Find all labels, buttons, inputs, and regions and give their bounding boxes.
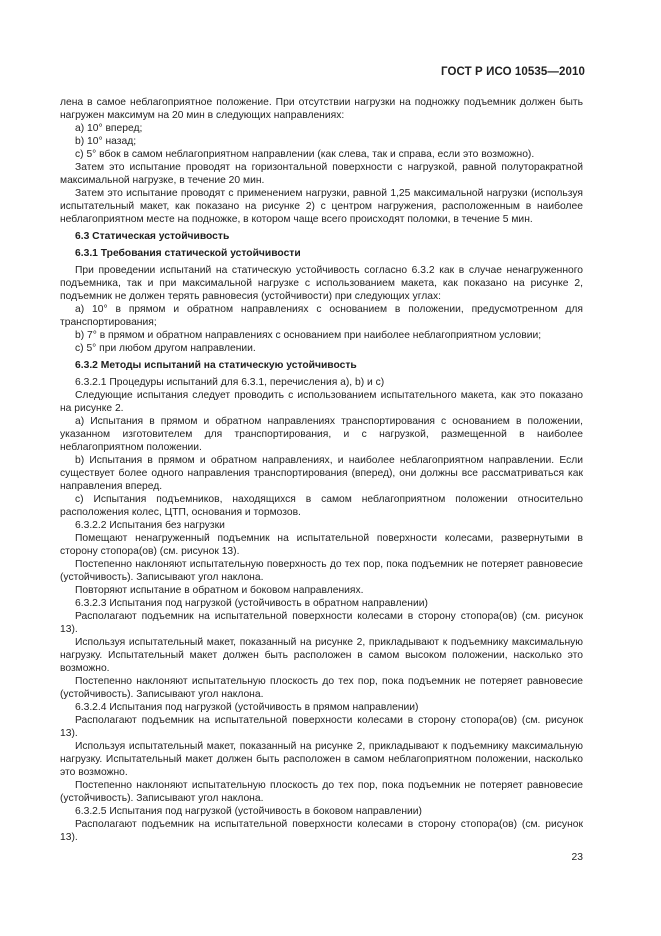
page-number: 23 [571,852,583,863]
paragraph: Используя испытательный макет, показанный на рисунке 2, прикладывают к подъемнику максимальную нагрузку. Испытательный макет должен быть расположен в самом неблагоприятном положении, насколько это возможно. [60,741,583,778]
clause-title: 6.3.2.5 Испытания под нагрузкой (устойчивость в боковом направлении) [75,806,422,817]
document-header: ГОСТ Р ИСО 10535—2010 [440,66,585,78]
paragraph: Располагают подъемник на испытательной поверхности колесами в сторону стопора(ов) (см. рисунок 13). [60,819,583,843]
paragraph: При проведении испытаний на статическую устойчивость согласно 6.3.2 как в случае ненагруженного подъемника, так и при максимальной нагрузке с использованием макета, как показано на рисунке 2, подъемник не должен терять равновесия (устойчивости) при следующих углах: [60,265,583,302]
paragraph: Располагают подъемник на испытательной поверхности колесами в сторону стопора(ов) (см. рисунок 13). [60,715,583,739]
clause-title: 6.3.2.2 Испытания без нагрузки [75,520,225,531]
subsection-heading: 6.3.2 Методы испытаний на статическую устойчивость [75,360,357,371]
list-item: c) 5° вбок в самом неблагоприятном направлении (как слева, так и справа, если это возможно). [75,149,535,160]
paragraph: Повторяют испытание в обратном и боковом направлениях. [75,585,364,596]
clause-title: 6.3.2.1 Процедуры испытаний для 6.3.1, перечисления a), b) и c) [75,377,385,388]
list-item: a) 10° вперед; [75,123,143,134]
list-item: a) 10° в прямом и обратном направлениях с основанием в положении, предусмотренном для транспортирования; [60,304,583,328]
paragraph: Затем это испытание проводят на горизонтальной поверхности с нагрузкой, равной полуторакратной максимальной нагрузке, в течение 20 мин. [60,162,583,186]
section-heading: 6.3 Статическая устойчивость [75,231,230,242]
paragraph: Используя испытательный макет, показанный на рисунке 2, прикладывают к подъемнику максимальную нагрузку. Испытательный макет должен быть расположен в самом высоком положении, насколько это возможно. [60,637,583,674]
paragraph: Помещают ненагруженный подъемник на испытательной поверхности колесами, развернутыми в сторону стопора(ов) (см. рисунок 13). [60,533,583,557]
list-item: c) Испытания подъемников, находящихся в самом неблагоприятном положении относительно расположения колес, ЦТП, основания и тормозов. [60,494,583,518]
list-item: c) 5° при любом другом направлении. [75,343,256,354]
paragraph: Постепенно наклоняют испытательную плоскость до тех пор, пока подъемник не потеряет равновесие (устойчивость). Записывают угол наклона. [60,676,583,700]
paragraph: Постепенно наклоняют испытательную поверхность до тех пор, пока подъемник не потеряет равновесие (устойчивость). Записывают угол наклона. [60,559,583,583]
clause-title: 6.3.2.3 Испытания под нагрузкой (устойчивость в обратном направлении) [75,598,428,609]
list-item: b) Испытания в прямом и обратном направлениях, и наиболее неблагоприятном направлении. Если существует более одного направления транспортирования (вперед), они должны все рассматриваться как направления вперед. [60,455,583,492]
paragraph: Затем это испытание проводят с применением нагрузки, равной 1,25 максимальной нагрузки (используя испытательный макет, как показано на рисунке 2) с центром нагружения, расположенным в наиболее неблагоприятном месте на подножке, в котором чаще всего происходят поломки, в течение 5 мин. [60,188,583,225]
document-body [60,96,583,844]
list-item: b) 10° назад; [75,136,137,147]
paragraph: лена в самое неблагоприятное положение. При отсутствии нагрузки на подножку подъемник должен быть нагружен максимум на 20 мин в следующих направлениях: [60,97,583,121]
paragraph: Следующие испытания следует проводить с использованием испытательного макета, как это показано на рисунке 2. [60,390,583,414]
paragraph: Постепенно наклоняют испытательную плоскость до тех пор, пока подъемник не потеряет равновесие (устойчивость). Записывают угол наклона. [60,780,583,804]
list-item: b) 7° в прямом и обратном направлениях с основанием при наиболее неблагоприятном условии; [75,330,542,341]
paragraph: Располагают подъемник на испытательной поверхности колесами в сторону стопора(ов) (см. рисунок 13). [60,611,583,635]
list-item: a) Испытания в прямом и обратном направлениях транспортирования с основанием в положении, указанном изготовителем для транспортирования, и с нагрузкой, размещенной в наиболее неблагоприятном положении. [60,416,583,453]
subsection-heading: 6.3.1 Требования статической устойчивости [75,248,301,259]
clause-title: 6.3.2.4 Испытания под нагрузкой (устойчивость в прямом направлении) [75,702,419,713]
